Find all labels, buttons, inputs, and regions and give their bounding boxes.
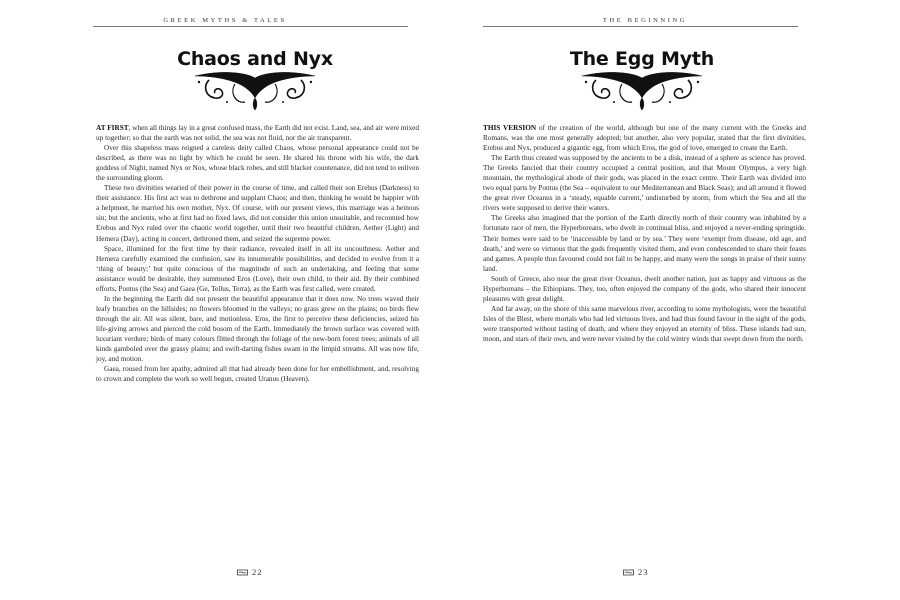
paragraph-text: These two divinities wearied of their power in the course of time, and called their son Erebus (Darkness) to their assistance. His first act was to dethrone and supplant Chaos; and then, thinking he would be happier with a helpmeet, he married his own mother, Nyx. Of course, with our present views, this marriage was a heinous sin; but the ancients, who at first had no fixed laws, did not consider this union unsuitable, and recounted how Erebus and Nyx ruled over the chaotic world together, until their two beautiful children, Aether (Light) and Hemera (Day), acting in concert, dethroned them, and seized the supreme power. [96,184,419,243]
page-number [623,567,649,577]
paragraph-text: , when all things lay in a great confused mass, the Earth did not exist. Land, sea, and air were mixed up together; so that the earth was not solid, the sea was not fluid, nor the air transparent. [96,124,419,143]
paragraph-text: Gaea, roused from her apathy, admired all that had already been done for her embellishment, and, resolving to crown and complete the work so well begun, created Uranus (Heaven). [96,365,419,384]
paragraph-text: Over this shapeless mass reigned a careless deity called Chaos, whose personal appearance could not be described, as there was no light by which he could be seen. He shared his throne with his wife, the dark goddess of Night, named Nyx or Nox, whose black robes, and still blacker countenance, did not tend to enliven the surrounding gloom. [96,144,419,183]
paragraph [96,294,419,364]
page-number-text: 23 [638,567,649,577]
paragraph-text: Space, illumined for the first time by their radiance, revealed itself in all its uncouthness. Aether and Hemera carefully examined the confusion, saw its innumerable possibilities, and decided to evolve from it a ‘thing of beauty;’ but quite conscious of the magnitude of such an undertaking, and feeling that some assistance would be desirable, they summoned Eros (Love), their own child, to their aid. By their combined efforts, Pontus (the Sea) and Gaea (Ge, Tellus, Terra), as the Earth was first called, were created. [96,244,419,293]
header-rule [93,26,408,27]
right-page [450,0,900,600]
paragraph [96,244,419,294]
running-head: THE BEGINNING [602,17,688,24]
scroll-ornament-icon [623,569,634,576]
swirl-flourish-icon [185,68,325,112]
page-number-text: 22 [252,567,263,577]
paragraph [483,213,806,273]
body-text [96,123,419,384]
paragraph-text: And far away, on the shore of this same marvelous river, according to some mythologists, were the beautiful Isles of the Blest, where mortals who had led virtuous lives, and had thus found favour in the sight of the gods, were transported without tasting of death, and where they enjoyed an eternity of bliss. These islands had sun, moon, and stars of their own, and were never visited by the cold wintry winds that swept down from the north. [483,304,806,343]
paragraph-lead: THIS VERSION [483,124,537,132]
paragraph [483,274,806,304]
paragraph [96,364,419,384]
paragraph-text: of the creation of the world, although but one of the many current with the Greeks and Romans, was the one most generally adopted; but another, also very popular, stated that the first divinities, Erebus and Nyx, produced a gigantic egg, from which Eros, the god of love, emerged to create the Earth. [483,124,807,153]
swirl-flourish-icon [572,68,712,112]
body-text [483,123,806,344]
running-head: GREEK MYTHS & TALES [163,17,287,24]
paragraph [96,123,419,143]
paragraph-text: The Earth thus created was supposed by the ancients to be a disk, instead of a sphere as science has proved. The Greeks fancied that their country occupied a central position, and that Mount Olympus, a very high mountain, the mythological abode of their gods, was placed in the exact centre. Their Earth was divided into two equal parts by Pontus (the Sea – equivalent to our Mediterranean and Black Seas); and all around it flowed the great river Oceanus in a ‘steady, equable current,’ undisturbed by storm, from which the Sea and all the rivers were supposed to derive their waters. [483,154,806,213]
paragraph-text: The Greeks also imagined that the portion of the Earth directly north of their country was inhabited by a fortunate race of men, the Hyperboreans, who dwelt in continual bliss, and enjoyed a never-ending springtide. Their homes were said to be ‘inaccessible by land or by sea.’ They were ‘exempt from disease, old age, and death,’ and were so virtuous that the gods frequently visited them, and even condescended to share their feasts and games. A people thus favoured could not fail to be happy, and many were the songs in praise of their sunny land. [483,214,806,273]
paragraph [96,183,419,243]
paragraph-text: South of Greece, also near the great river Oceanus, dwelt another nation, just as happy and virtuous as the Hyperboreans – the Ethiopians. They, too, often enjoyed the company of the gods, who shared their innocent pleasures with great delight. [483,274,806,303]
paragraph [96,143,419,183]
paragraph [483,304,806,344]
header-rule [483,26,798,27]
chapter-title: Chaos and Nyx [177,48,333,70]
paragraph-text: In the beginning the Earth did not present the beautiful appearance that it does now. No trees waved their leafy branches on the hillsides; no flowers bloomed in the valleys; no grass grew on the plains; no birds flew through the air. All was silent, bare, and motionless. Eros, the first to perceive these deficiencies, seized his life-giving arrows and pierced the cold bosom of the Earth. Immediately the brown surface was covered with luxuriant verdure; birds of many colours flitted through the foliage of the new-born forest trees; animals of all kinds gamboled over the grassy plains; and swift-darting fishes swam in the limpid streams. All was now life, joy, and motion. [96,294,419,364]
chapter-title: The Egg Myth [569,48,715,70]
paragraph [483,153,806,213]
paragraph [483,123,806,153]
scroll-ornament-icon [237,569,248,576]
paragraph-lead: AT FIRST [96,124,129,132]
page-number [237,567,263,577]
